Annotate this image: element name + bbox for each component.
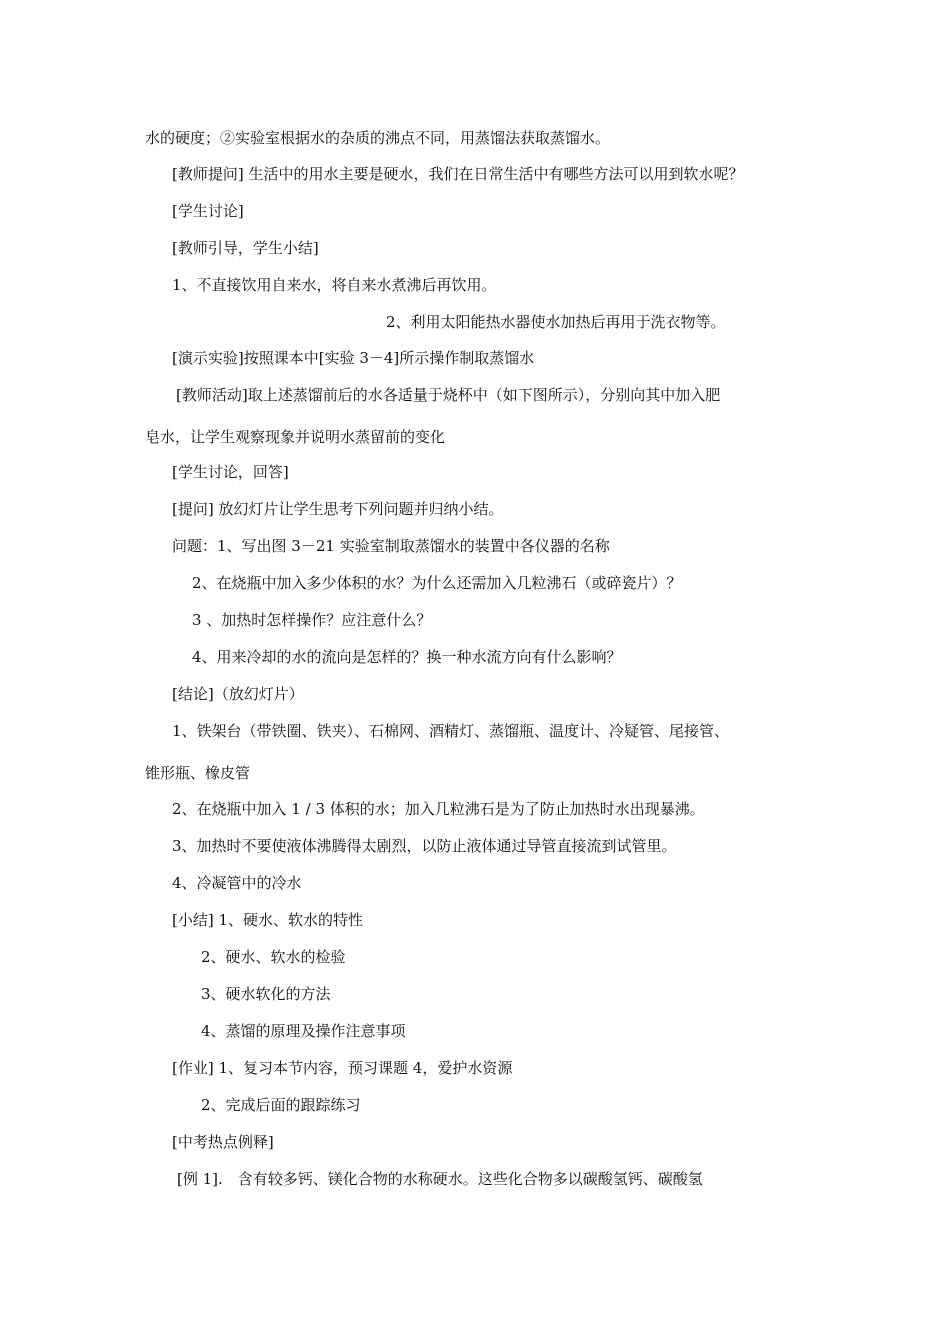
text-line-8: [教师活动]取上述蒸馏前后的水各适量于烧杯中（如下图所示），分别向其中加入肥 xyxy=(176,386,721,404)
text-line-19: 2、在烧瓶中加入 1 / 3 体积的水；加入几粒沸石是为了防止加热时水出现暴沸。 xyxy=(172,800,705,818)
text-line-20: 3、加热时不要使液体沸腾得太剧烈，以防止液体通过导管直接流到试管里。 xyxy=(172,837,677,855)
text-line-18: 锥形瓶、橡皮管 xyxy=(145,764,251,782)
text-line-25: 4、蒸馏的原理及操作注意事项 xyxy=(201,1022,406,1040)
text-line-5: 1、不直接饮用自来水，将自来水煮沸后再饮用。 xyxy=(172,276,497,294)
text-line-21: 4、冷凝管中的冷水 xyxy=(172,874,302,892)
text-line-22: [小结] 1、硬水、软水的特性 xyxy=(172,911,364,929)
text-line-10: [学生讨论，回答] xyxy=(172,463,289,481)
text-line-24: 3、硬水软化的方法 xyxy=(201,985,331,1003)
text-line-1: 水的硬度；②实验室根据水的杂质的沸点不同，用蒸馏法获取蒸馏水。 xyxy=(145,129,611,147)
text-line-13: 2、在烧瓶中加入多少体积的水？为什么还需加入几粒沸石（或碎瓷片）？ xyxy=(192,574,682,592)
text-line-14: 3 、加热时怎样操作？应注意什么？ xyxy=(192,611,432,629)
text-line-28: [中考热点例释] xyxy=(172,1133,274,1151)
text-line-3: [学生讨论] xyxy=(172,202,244,220)
text-line-11: [提问] 放幻灯片让学生思考下列问题并归纳小结。 xyxy=(172,500,504,518)
text-line-6: 2、利用太阳能热水器使水加热后再用于洗衣物等。 xyxy=(386,313,726,331)
text-line-16: [结论]（放幻灯片） xyxy=(172,685,304,703)
text-line-26: [作业] 1、复习本节内容，预习课题 4，爱护水资源 xyxy=(172,1059,513,1077)
text-line-17: 1、铁架台（带铁圈、铁夹）、石棉网、酒精灯、蒸馏瓶、温度计、冷疑管、尾接管、 xyxy=(172,722,730,740)
text-line-15: 4、用来冷却的水的流向是怎样的？换一种水流方向有什么影响？ xyxy=(192,648,622,666)
text-line-2: [教师提问] 生活中的用水主要是硬水，我们在日常生活中有哪些方法可以用到软水呢？ xyxy=(172,165,744,183)
text-line-29: [例 1]. 含有较多钙、镁化合物的水称硬水。这些化合物多以碳酸氢钙、碳酸氢 xyxy=(177,1170,703,1188)
text-line-23: 2、硬水、软水的检验 xyxy=(201,948,346,966)
text-line-9: 皂水，让学生观察现象并说明水蒸留前的变化 xyxy=(145,428,446,446)
text-line-12: 问题：1、写出图 3－21 实验室制取蒸馏水的装置中各仪器的名称 xyxy=(172,537,610,555)
text-line-27: 2、完成后面的跟踪练习 xyxy=(201,1096,361,1114)
text-line-7: [演示实验]按照课本中[实验 3－4]所示操作制取蒸馏水 xyxy=(172,349,535,367)
text-line-4: [教师引导，学生小结] xyxy=(172,239,319,257)
